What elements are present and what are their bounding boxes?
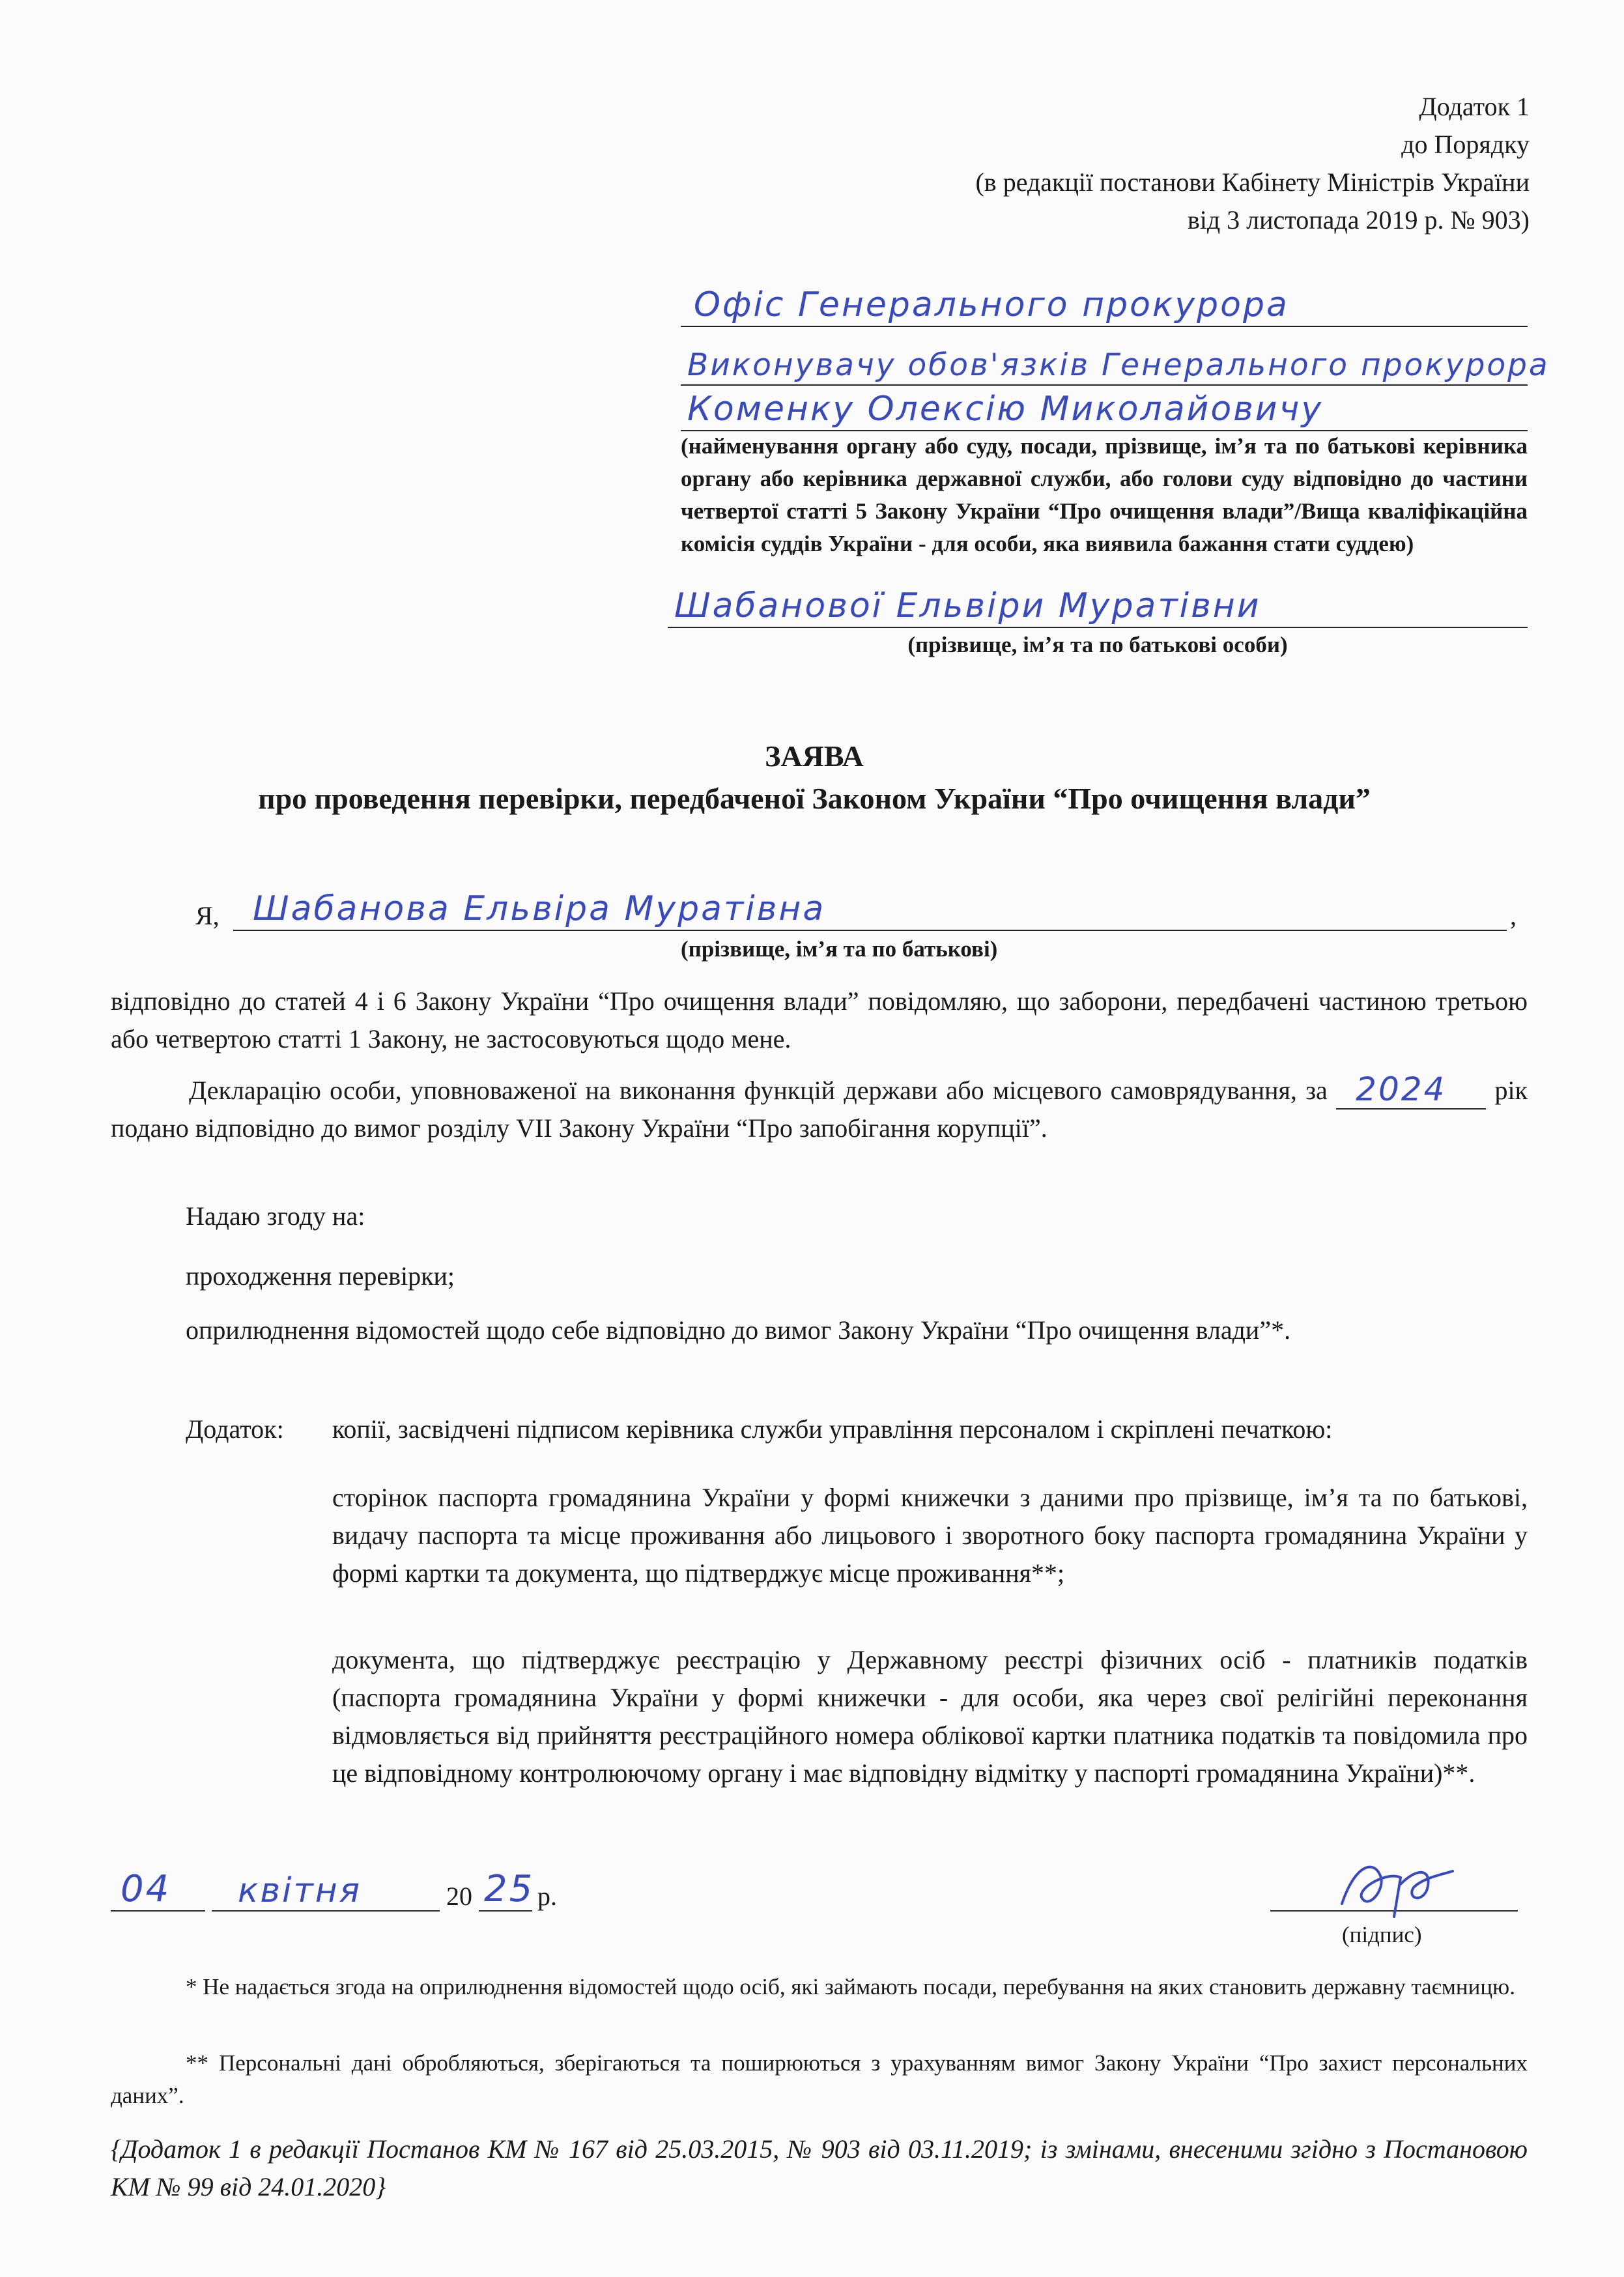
- consent-item-check: проходження перевірки;: [186, 1261, 455, 1291]
- date-year-handwritten: 25: [484, 1868, 535, 1910]
- signature-field: [1270, 1865, 1518, 1912]
- date-year-field: [479, 1865, 535, 1912]
- attachment-item-tax-registration: документа, що підтверджує реєстрацію у Державному реєстрі фізичних осіб - платників податків (паспорта громадянина України у формі книжечки - для особи, яка через свої релігійні переконання відмовляється від прийняття реєстраційного номера облікової картки платника податків та повідомила про це відповідному контролюючому органу і має відповідну відмітку у паспорті громадянина України)**.: [332, 1645, 1528, 1788]
- document-title: ЗАЯВА: [765, 739, 864, 773]
- appendix-order-ref: до Порядку: [1401, 130, 1530, 159]
- attachment-item-copies: копії, засвідчені підписом керівника служби управління персоналом і скріплені печаткою:: [332, 1414, 1333, 1444]
- footnote-state-secret-text: * Не надається згода на оприлюднення відомостей щодо осіб, які займають посади, перебування на яких становить державну таємницю.: [186, 1974, 1515, 1999]
- consent-item-publication-text: оприлюднення відомостей щодо себе відповідно до вимог Закону України “Про очищення влади”*.: [186, 1315, 1291, 1345]
- declaration-year-handwritten: 2024: [1356, 1070, 1447, 1108]
- declaration-year-field: [1336, 1070, 1486, 1110]
- footnote-state-secret: [111, 1971, 1528, 2003]
- editorial-note: {Додаток 1 в редакції Постанов КМ № 167 від 25.03.2015, № 903 від 03.11.2019; із змінами, внесеними згідно з Постановою КМ № 99 від 24.01.2020}: [111, 2134, 1528, 2201]
- appendix-number: Додаток 1: [1419, 92, 1530, 121]
- date-day-field: [111, 1865, 205, 1912]
- attachment-label: Додаток:: [186, 1414, 284, 1444]
- attachment-item-passport: сторінок паспорта громадянина України у формі книжечки з даними про прізвище, ім’я та по батькові, видачу паспорта та місце проживання або лицьового і зворотного боку паспорта громадянина України у формі картки та документа, що підтверджує місце проживання**;: [332, 1483, 1528, 1588]
- applicant-name-line: [233, 889, 1507, 931]
- declaration-text-b: рік подано відповідно до вимог розділу VII Закону України “Про запобігання корупції”.: [111, 1076, 1528, 1143]
- addressee-handwritten-3: Коменку Олексію Миколайовичу: [687, 390, 1324, 429]
- date-month-handwritten: квітня: [238, 1871, 362, 1910]
- applicant-suffix: ,: [1510, 901, 1517, 930]
- document-subtitle: про проведення перевірки, передбаченої Законом України “Про очищення влади”: [258, 782, 1371, 815]
- applicant-handwritten-name: Шабанова Ельвіра Муратівна: [253, 889, 826, 928]
- date-day-handwritten: 04: [121, 1868, 171, 1910]
- date-year-unit: р.: [537, 1882, 557, 1911]
- declaration-text-a: Декларацію особи, уповноваженої на виконання функцій держави або місцевого самоврядування, за: [189, 1076, 1328, 1105]
- addressee-handwritten-2: Виконувачу обов'язків Генерального прокурора: [687, 347, 1550, 383]
- applicant-prefix: Я,: [195, 901, 220, 930]
- addressee-handwritten-1: Офіс Генерального прокурора: [694, 285, 1289, 324]
- addressee-line-1: [681, 287, 1528, 327]
- sender-handwritten-name: Шабанової Ельвіри Муратівни: [674, 586, 1261, 625]
- date-year-prefix: 20: [446, 1882, 472, 1911]
- addressee-caption: (найменування органу або суду, посади, прізвище, ім’я та по батькові керівника органу або керівника державної служби, або голови суду відповідно до частини четвертої статті 5 Закону України “Про очищення влади”/Вища кваліфікаційна комісія суддів України - для особи, яка виявила бажання стати суддею): [681, 433, 1528, 556]
- date-month-field: [212, 1865, 440, 1912]
- appendix-resolution-date: від 3 листопада 2019 р. № 903): [1187, 205, 1530, 235]
- appendix-resolution-ref: (в редакції постанови Кабінету Міністрів України: [975, 167, 1530, 197]
- addressee-line-3: [681, 391, 1528, 431]
- footnote-personal-data: [111, 2047, 1528, 2112]
- appendix-header: [717, 88, 1530, 239]
- declaration-paragraph: [111, 1072, 1528, 1147]
- signature-caption: (підпис): [1342, 1922, 1422, 1947]
- consent-item-publication: [111, 1311, 1528, 1349]
- sender-caption: (прізвище, ім’я та по батькові особи): [907, 632, 1288, 657]
- signature-mark: [1329, 1852, 1459, 1923]
- addressee-line-2: [681, 345, 1550, 386]
- applicant-caption: (прізвище, ім’я та по батькові): [681, 936, 998, 962]
- consent-intro: Надаю згоду на:: [186, 1201, 365, 1231]
- date-signature-row: [111, 1865, 1528, 1917]
- statement-paragraph: відповідно до статей 4 і 6 Закону України “Про очищення влади” повідомляю, що заборони, передбачені частиною третьою або четвертою статті 1 Закону, не застосовуються щодо мене.: [111, 986, 1528, 1053]
- footnote-personal-data-text: ** Персональні дані обробляються, зберігаються та поширюються з урахуванням вимог Закону України “Про захист персональних даних”.: [111, 2050, 1528, 2108]
- sender-line: [668, 586, 1528, 628]
